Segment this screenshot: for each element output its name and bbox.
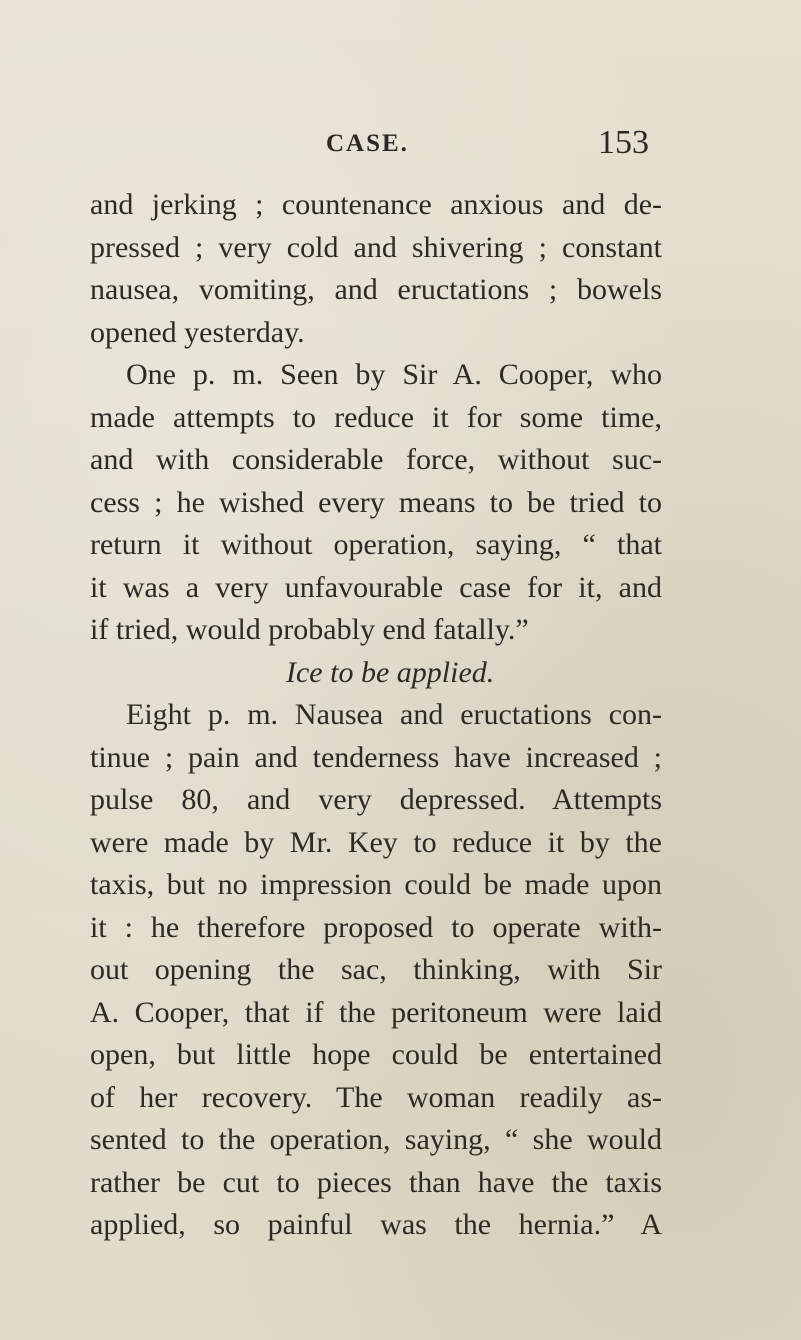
- text-line: nausea, vomiting, and eructations ; bowels: [90, 273, 662, 306]
- text-line: Eight p. m. Nausea and eructations con-: [126, 698, 662, 731]
- text-line: it was a very unfavourable case for it, and: [90, 570, 662, 604]
- text-line: tinue ; pain and tenderness have increased ;: [90, 740, 662, 774]
- text-line: One p. m. Seen by Sir A. Cooper, who: [126, 358, 662, 391]
- text-line: applied, so painful was the hernia.” A: [90, 1208, 662, 1241]
- text-line: it : he therefore proposed to operate with-: [90, 910, 662, 944]
- text-line: were made by Mr. Key to reduce it by the: [90, 825, 662, 859]
- text-line: and with considerable force, without suc-: [90, 443, 662, 476]
- text-line: return it without operation, saying, “ that: [90, 528, 662, 561]
- text-line: sented to the operation, saying, “ she would: [90, 1123, 662, 1156]
- text-line: pressed ; very cold and shivering ; constant: [90, 230, 662, 264]
- text-line: A. Cooper, that if the peritoneum were laid: [90, 995, 662, 1029]
- text-line: if tried, would probably end fatally.”: [90, 613, 529, 646]
- page-header: [0, 124, 801, 168]
- text-line: and jerking ; countenance anxious and de-: [90, 188, 662, 221]
- text-line: made attempts to reduce it for some time,: [90, 400, 662, 434]
- text-line: cess ; he wished every means to be tried to: [90, 485, 662, 519]
- text-line: open, but little hope could be entertained: [90, 1038, 662, 1071]
- text-line: opened yesterday.: [90, 315, 305, 349]
- body-text: [90, 184, 662, 1247]
- page-number: 153: [598, 124, 649, 161]
- running-head: CASE.: [326, 130, 409, 157]
- text-line: rather be cut to pieces than have the taxis: [90, 1165, 662, 1199]
- text-line: pulse 80, and very depressed. Attempts: [90, 783, 662, 816]
- text-line: of her recovery. The woman readily as-: [90, 1080, 662, 1114]
- text-line: out opening the sac, thinking, with Sir: [90, 953, 662, 986]
- text-line-centered: Ice to be applied.: [286, 655, 495, 689]
- text-line: taxis, but no impression could be made upon: [90, 868, 662, 901]
